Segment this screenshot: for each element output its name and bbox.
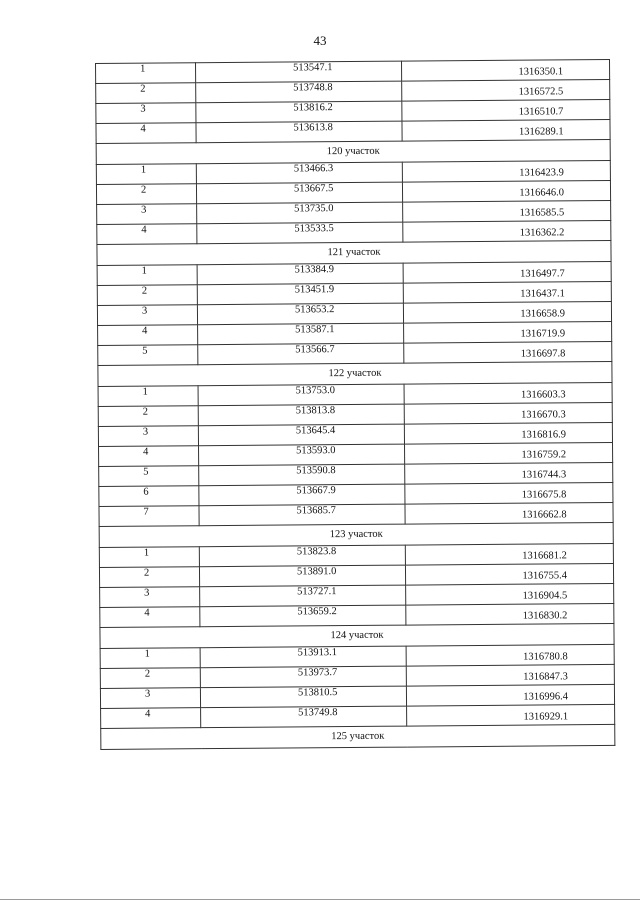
- y-coordinate-cell: 1316437.1: [403, 281, 611, 303]
- y-coordinate-cell: 1316719.9: [404, 321, 612, 343]
- x-coordinate-cell: 513753.0: [198, 384, 404, 406]
- x-coordinate-cell: 513813.8: [198, 404, 404, 426]
- point-number-cell: 4: [100, 607, 200, 628]
- coordinates-table: [95, 59, 615, 750]
- y-coordinate-cell: 1316755.4: [405, 563, 613, 585]
- x-coordinate-cell: 513533.5: [197, 222, 403, 244]
- section-title: 122 участок: [98, 361, 612, 386]
- x-coordinate-cell: 513973.7: [200, 666, 406, 688]
- page-number: 43: [313, 33, 327, 48]
- x-coordinate-cell: 513466.3: [196, 162, 402, 184]
- point-number-cell: 5: [98, 345, 198, 366]
- point-number-cell: 2: [96, 83, 196, 104]
- point-number-cell: 3: [96, 103, 196, 124]
- section-title: 120 участок: [96, 139, 610, 164]
- y-coordinate-cell: 1316847.3: [406, 664, 614, 686]
- point-number-cell: 1: [100, 648, 200, 669]
- point-number-cell: 4: [101, 708, 201, 729]
- y-coordinate-cell: 1316662.8: [405, 502, 613, 524]
- section-title: 121 участок: [97, 240, 611, 265]
- point-number-cell: 2: [100, 668, 200, 689]
- point-number-cell: 4: [97, 224, 197, 245]
- y-coordinate-cell: 1316744.3: [405, 462, 613, 484]
- y-coordinate-cell: 1316670.3: [404, 402, 612, 424]
- point-number-cell: 3: [97, 204, 197, 225]
- point-number-cell: 3: [100, 587, 200, 608]
- x-coordinate-cell: 513727.1: [200, 585, 406, 607]
- x-coordinate-cell: 513823.8: [199, 545, 405, 567]
- x-coordinate-cell: 513748.8: [196, 81, 402, 103]
- x-coordinate-cell: 513816.2: [196, 101, 402, 123]
- x-coordinate-cell: 513810.5: [200, 686, 406, 708]
- x-coordinate-cell: 513593.0: [199, 444, 405, 466]
- y-coordinate-cell: 1316996.4: [406, 684, 614, 706]
- x-coordinate-cell: 513891.0: [199, 565, 405, 587]
- point-number-cell: 4: [99, 446, 199, 467]
- point-number-cell: 5: [99, 466, 199, 487]
- point-number-cell: 1: [98, 386, 198, 407]
- x-coordinate-cell: 513645.4: [198, 424, 404, 446]
- point-number-cell: 1: [96, 63, 196, 84]
- point-number-cell: 3: [100, 688, 200, 709]
- y-coordinate-cell: 1316780.8: [406, 644, 614, 666]
- point-number-cell: 3: [98, 426, 198, 447]
- y-coordinate-cell: 1316658.9: [403, 301, 611, 323]
- y-coordinate-cell: 1316423.9: [402, 160, 610, 182]
- x-coordinate-cell: 513735.0: [197, 202, 403, 224]
- x-coordinate-cell: 513384.9: [197, 263, 403, 285]
- y-coordinate-cell: 1316350.1: [401, 59, 609, 81]
- x-coordinate-cell: 513913.1: [200, 646, 406, 668]
- y-coordinate-cell: 1316572.5: [402, 79, 610, 101]
- x-coordinate-cell: 513667.9: [199, 484, 405, 506]
- x-coordinate-cell: 513613.8: [196, 121, 402, 143]
- y-coordinate-cell: 1316816.9: [404, 422, 612, 444]
- y-coordinate-cell: 1316681.2: [405, 543, 613, 565]
- y-coordinate-cell: 1316362.2: [403, 220, 611, 242]
- point-number-cell: 2: [98, 406, 198, 427]
- x-coordinate-cell: 513685.7: [199, 504, 405, 526]
- x-coordinate-cell: 513659.2: [200, 605, 406, 627]
- section-title: 125 участок: [101, 724, 615, 749]
- y-coordinate-cell: 1316675.8: [405, 482, 613, 504]
- y-coordinate-cell: 1316646.0: [402, 180, 610, 202]
- y-coordinate-cell: 1316289.1: [402, 119, 610, 141]
- x-coordinate-cell: 513566.7: [198, 343, 404, 365]
- x-coordinate-cell: 513749.8: [201, 706, 407, 728]
- y-coordinate-cell: 1316585.5: [403, 200, 611, 222]
- x-coordinate-cell: 513547.1: [196, 61, 402, 83]
- point-number-cell: 4: [96, 123, 196, 144]
- point-number-cell: 1: [96, 164, 196, 185]
- x-coordinate-cell: 513587.1: [198, 323, 404, 345]
- x-coordinate-cell: 513451.9: [197, 283, 403, 305]
- x-coordinate-cell: 513667.5: [196, 182, 402, 204]
- y-coordinate-cell: 1316603.3: [404, 382, 612, 404]
- y-coordinate-cell: 1316830.2: [406, 603, 614, 625]
- x-coordinate-cell: 513653.2: [197, 303, 403, 325]
- section-title: 123 участок: [99, 522, 613, 547]
- y-coordinate-cell: 1316697.8: [404, 341, 612, 363]
- y-coordinate-cell: 1316759.2: [405, 442, 613, 464]
- point-number-cell: 3: [97, 305, 197, 326]
- y-coordinate-cell: 1316929.1: [407, 704, 615, 726]
- point-number-cell: 2: [96, 184, 196, 205]
- point-number-cell: 2: [99, 567, 199, 588]
- point-number-cell: 6: [99, 486, 199, 507]
- section-header-row: [101, 724, 615, 749]
- section-title: 124 участок: [100, 623, 614, 648]
- y-coordinate-cell: 1316904.5: [406, 583, 614, 605]
- point-number-cell: 7: [99, 506, 199, 527]
- y-coordinate-cell: 1316497.7: [403, 261, 611, 283]
- point-number-cell: 4: [98, 325, 198, 346]
- point-number-cell: 1: [99, 547, 199, 568]
- page-bottom-edge: [0, 899, 640, 900]
- y-coordinate-cell: 1316510.7: [402, 99, 610, 121]
- x-coordinate-cell: 513590.8: [199, 464, 405, 486]
- point-number-cell: 1: [97, 265, 197, 286]
- point-number-cell: 2: [97, 285, 197, 306]
